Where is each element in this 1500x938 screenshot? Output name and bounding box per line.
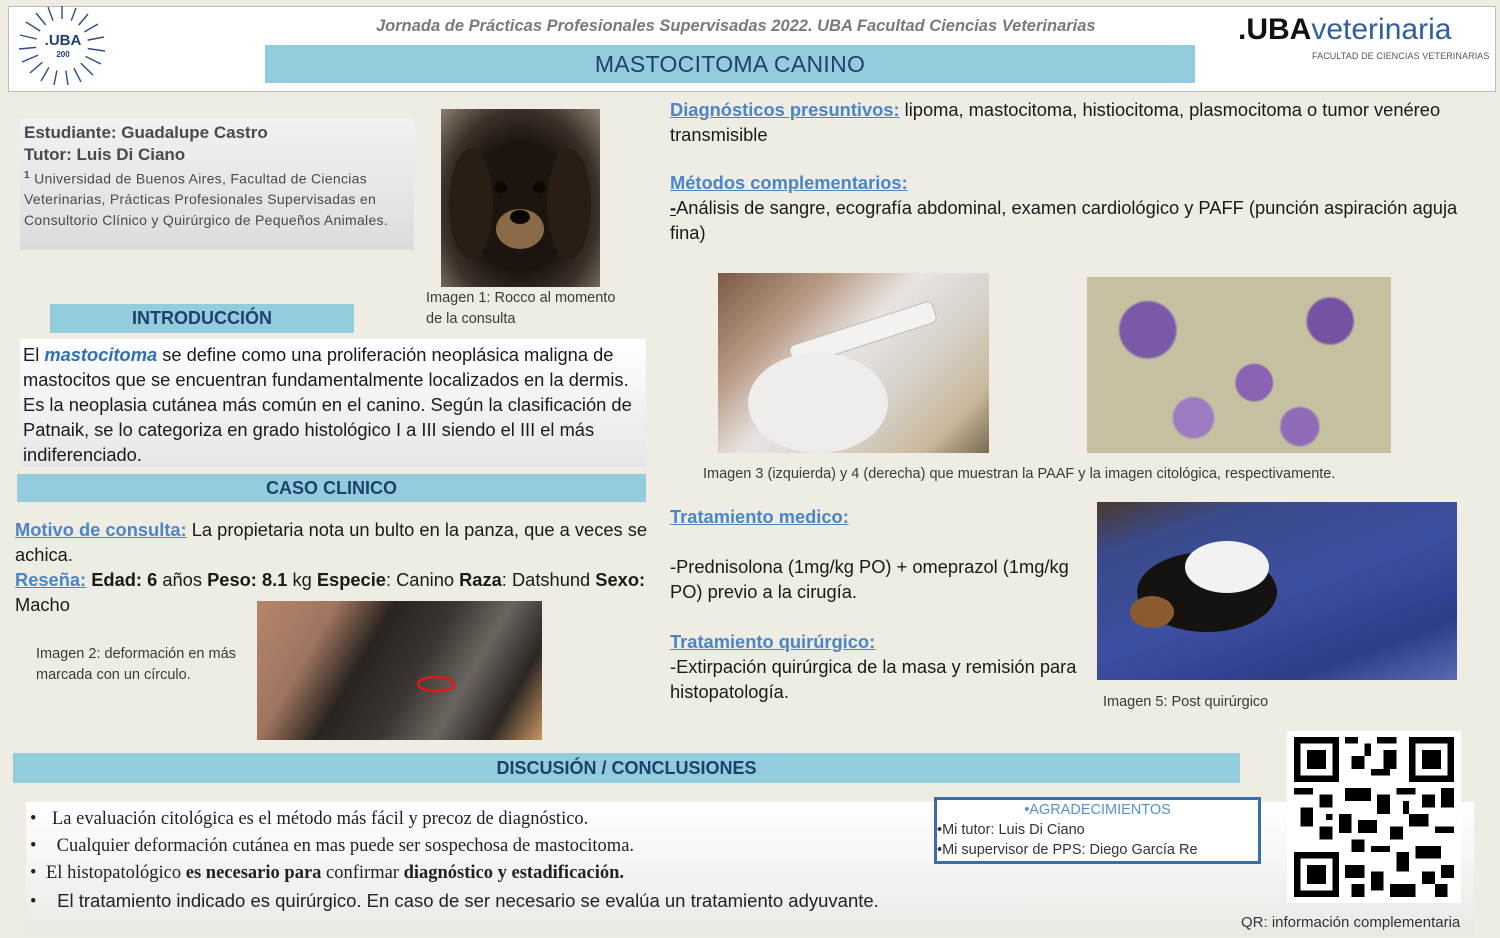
conclusion-item-4-text: El tratamiento indicado es quirúrgico. En caso de ser necesario se evalúa un tratamiento adyuvante. [57, 890, 879, 911]
uba-veterinaria-logo-bold: .UBA [1238, 13, 1312, 46]
student-name: Estudiante: Guadalupe Castro [24, 123, 268, 142]
intro-heading: INTRODUCCIÓN [50, 304, 354, 333]
abdomen-photo [257, 601, 542, 740]
image1-caption: Imagen 1: Rocco al momento de la consulta [426, 290, 616, 327]
edad-unit: años [157, 569, 208, 590]
tratamiento-quirurgico-text: -Extirpación quirúrgica de la masa y remisión para histopatología. [670, 656, 1077, 702]
motivo-label: Motivo de consulta: [15, 519, 187, 540]
image5-caption: Imagen 5: Post quirúrgico [1103, 694, 1269, 710]
uba-veterinaria-logo-subtitle: FACULTAD DE CIENCIAS VETERINARIAS [1312, 51, 1490, 61]
uba-200-logo-text: .UBA [44, 32, 82, 49]
tratamiento-medico-label: Tratamiento medico: [670, 506, 849, 527]
conclusion-item-3-a: El histopatológico [46, 863, 186, 883]
intro-text-box [20, 339, 646, 467]
syringe-icon [718, 273, 989, 453]
uba-veterinaria-logo-light: veterinaria [1311, 13, 1452, 46]
edad-label: Edad: 6 [91, 569, 158, 590]
lesion-circle-icon [257, 601, 542, 740]
dog-face-icon [441, 109, 600, 287]
metodos-dash: - [670, 197, 677, 218]
conclusion-item-3-c: confirmar [321, 863, 404, 883]
event-title: Jornada de Prácticas Profesionales Supervisadas 2022. UBA Facultad Ciencias Veterinarias [376, 17, 1096, 35]
sexo-value: Macho [15, 594, 70, 615]
tratamiento-quirurgico [670, 629, 1090, 704]
uba-200-logo [14, 4, 110, 86]
conclusion-item-3-d: diagnóstico y estadificación. [403, 863, 625, 883]
tutor-name: Tutor: Luis Di Ciano [24, 145, 186, 164]
conclusion-item-1-text: La evaluación citológica es el método más fácil y precoz de diagnóstico. [52, 809, 589, 829]
uba-200-logo-number: 200 [56, 50, 70, 59]
paaf-photo [718, 273, 989, 453]
discusion-heading: DISCUSIÓN / CONCLUSIONES [13, 753, 1240, 783]
motivo-consulta [15, 517, 655, 567]
dog-rocco-photo [441, 109, 600, 287]
image2-caption: Imagen 2: deformación en más marcada con un círculo. [36, 646, 236, 683]
motivo-text: La propietaria nota un bulto en la panza, que a veces se achica. [15, 519, 648, 565]
affiliation-text: Universidad de Buenos Aires, Facultad de Ciencias Veterinarias, Prácticas Profesionales Supervisadas en Consultorio Clínico y Quirúrgico de Pequeños Animales. [24, 170, 389, 228]
sexo-label: Sexo: [595, 569, 646, 590]
post-surgery-photo [1097, 502, 1457, 680]
intro-prefix: El [23, 344, 45, 365]
especie-label: Especie [316, 569, 386, 590]
conclusion-item: • El tratamiento indicado es quirúrgico. En caso de ser necesario se evalúa un tratamiento adyuvante. [30, 890, 879, 912]
qr-caption: QR: información complementaria [1241, 914, 1461, 931]
especie-value: : Canino [385, 569, 460, 590]
conclusion-item: • La evaluación citológica es el método más fácil y precoz de diagnóstico. [30, 809, 589, 829]
poster-title: MASTOCITOMA CANINO [265, 45, 1195, 83]
intro-body: se define como una proliferación neoplásica maligna de mastocitos que se encuentran fundamentalmente localizados en la dermis. Es la neoplasia cutánea más común en el canino. Según la clasificación de Patnaik, se lo categoriza en grado histológico I a III siendo el III el más indiferenciado. [23, 344, 632, 465]
diagnosticos-label: Diagnósticos presuntivos: [670, 99, 900, 120]
sleeping-dog-icon [1097, 502, 1457, 680]
peso-unit: kg [287, 569, 317, 590]
tratamiento-quirurgico-label: Tratamiento quirúrgico: [670, 631, 876, 652]
peso-label: Peso: 8.1 [207, 569, 288, 590]
agradecimientos-line-2: •Mi supervisor de PPS: Diego García Re [937, 842, 1198, 858]
diagnosticos-presuntivos [670, 97, 1460, 147]
conclusion-item-2-text: Cualquier deformación cutánea en mas puede ser sospechosa de mastocitoma. [56, 836, 635, 856]
tratamiento-medico-text: -Prednisolona (1mg/kg PO) + omeprazol (1mg/kg PO) previo a la cirugía. [670, 556, 1069, 602]
intro-term: mastocitoma [44, 344, 158, 365]
qr-code[interactable] [1287, 731, 1461, 903]
conclusion-item: • El histopatológico es necesario para confirmar diagnóstico y estadificación. [30, 863, 625, 883]
conclusion-item-3-b: es necesario para [185, 863, 322, 883]
caso-clinico-heading: CASO CLINICO [17, 474, 646, 502]
uba-veterinaria-logo [1238, 14, 1488, 74]
raza-label: Raza [459, 569, 502, 590]
qr-code-icon [1293, 737, 1455, 897]
tratamiento-medico [670, 504, 1090, 604]
metodos-text: Análisis de sangre, ecografía abdominal, examen cardiológico y PAFF (punción aspiración aguja fina) [670, 197, 1458, 243]
metodos-label: Métodos complementarios: [670, 172, 908, 193]
student-info-box [20, 118, 414, 250]
diagnosticos-text: lipoma, mastocitoma, histiocitoma, plasmocitoma o tumor venéreo transmisible [670, 99, 1441, 145]
affiliation-superscript: 1 [24, 170, 30, 181]
agradecimientos-line-1: •Mi tutor: Luis Di Ciano [937, 822, 1085, 838]
resena-label: Reseña: [15, 569, 87, 590]
raza-value: : Datshund [501, 569, 596, 590]
conclusion-item: • Cualquier deformación cutánea en mas puede ser sospechosa de mastocitoma. [30, 836, 635, 856]
image34-caption: Imagen 3 (izquierda) y 4 (derecha) que muestran la PAAF y la imagen citológica, respectivamente. [703, 466, 1336, 482]
agradecimientos-title: •AGRADECIMIENTOS [1024, 802, 1171, 818]
cytology-photo [1087, 277, 1391, 453]
metodos-complementarios [670, 170, 1460, 245]
affiliation [24, 166, 410, 230]
agradecimientos-box [934, 797, 1261, 864]
